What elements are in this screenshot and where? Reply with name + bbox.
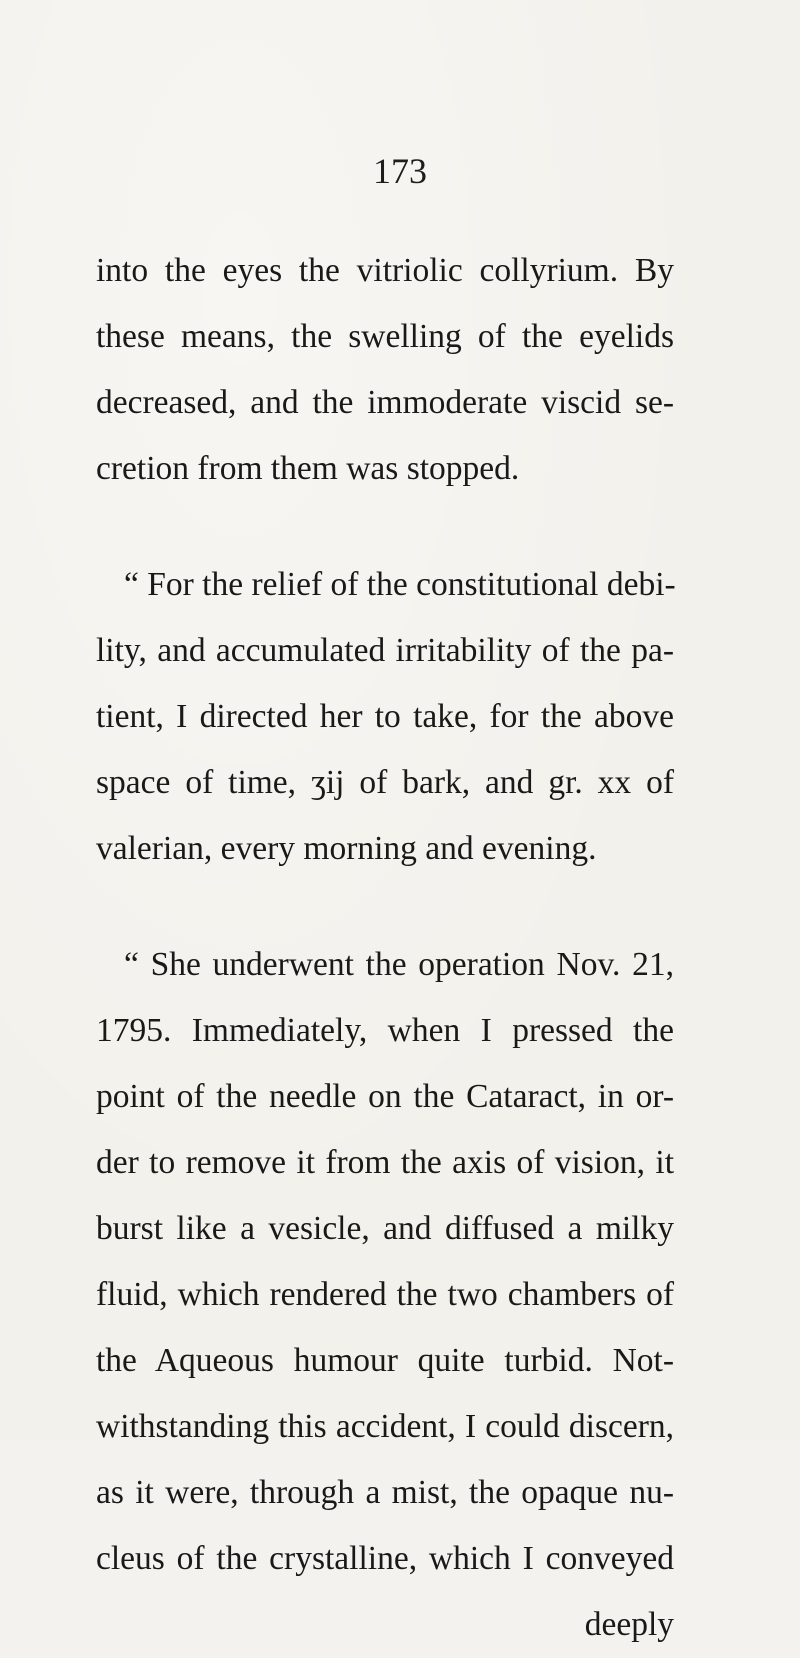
text-line: “ For the relief of the constitutional debi- xyxy=(124,566,676,603)
text-line: cretion from them was stopped. xyxy=(96,450,520,487)
text-line: the Aqueous humour quite turbid. Not- xyxy=(96,1342,674,1379)
paragraph-gap xyxy=(96,502,674,552)
text-line: lity, and accumulated irritability of the pa- xyxy=(96,632,674,669)
text-line: “ She underwent the operation Nov. 21, xyxy=(124,946,674,983)
text-line: der to remove it from the axis of vision, it xyxy=(96,1144,674,1181)
text-line: point of the needle on the Cataract, in or- xyxy=(96,1078,674,1115)
text-line: withstanding this accident, I could discern, xyxy=(96,1408,674,1445)
text-line: cleus of the crystalline, which I conveyed xyxy=(96,1540,674,1577)
text-line: as it were, through a mist, the opaque nu- xyxy=(96,1474,674,1511)
page-number: 173 xyxy=(373,151,427,191)
paragraph-gap xyxy=(96,882,674,932)
text-line: tient, I directed her to take, for the above xyxy=(96,698,674,735)
text-line: fluid, which rendered the two chambers of xyxy=(96,1276,674,1313)
text-line: decreased, and the immoderate viscid se- xyxy=(96,384,674,421)
text-line: these means, the swelling of the eyelids xyxy=(96,318,674,355)
text-line: valerian, every morning and evening. xyxy=(96,830,597,867)
catchword: deeply xyxy=(584,1606,674,1643)
text-line: space of time, ʒij of bark, and gr. xx of xyxy=(96,764,674,801)
text-line: 1795. Immediately, when I pressed the xyxy=(96,1012,674,1049)
text-line: into the eyes the vitriolic collyrium. By xyxy=(96,252,674,289)
body-text xyxy=(96,238,674,1658)
text-line: burst like a vesicle, and diffused a milky xyxy=(96,1210,674,1247)
